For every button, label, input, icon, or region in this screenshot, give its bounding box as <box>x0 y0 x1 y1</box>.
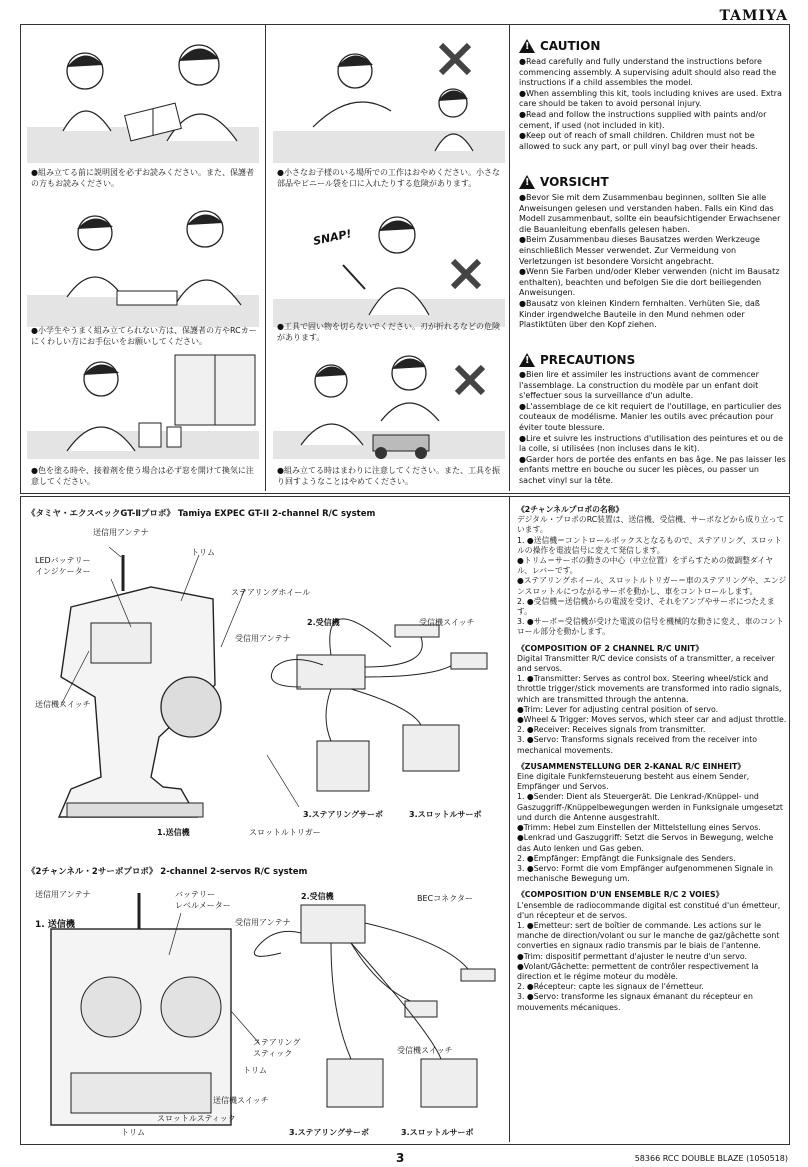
divider <box>265 25 266 491</box>
fr-item: ●Trim: dispositif permettant d'ajuster le neutre d'un servo. <box>517 951 747 961</box>
label-throttle-stick: スロットルスティック <box>157 1114 236 1123</box>
jp-item: ●トリム＝サーボの動きの中心（中立位置）をずらすための微調整ダイヤル、レバーです。 <box>517 556 774 576</box>
caution-title: CAUTION <box>540 39 601 53</box>
label-throttle-servo-2: 3.スロットルサーボ <box>401 1128 474 1137</box>
caution-text <box>519 57 787 152</box>
jp-item: ●ステアリングホイール、スロットルトリガー＝車のステアリングや、エンジンスロットルにつながるサーボを動かし、車をコントロールします。 <box>517 576 787 596</box>
precautions-item: ●Lire et suivre les instructions d'utilisation des peintures et ou de la colle, si utilisées (non incluses dans le kit). <box>519 433 784 454</box>
label-trim-3: トリム <box>121 1128 145 1137</box>
label-receiver-2: 2.受信機 <box>301 892 334 901</box>
en-title: 《COMPOSITION OF 2 CHANNEL R/C UNIT》 <box>517 643 704 653</box>
label-transmitter: 1.送信機 <box>157 828 190 837</box>
fr-item: ●Volant/Gâchette: permettent de contrôler respectivement la direction et le régime moteur du modèle. <box>517 961 759 981</box>
de-title: 《ZUSAMMENSTELLUNG DER 2-KANAL R/C EINHEIT》 <box>517 761 746 771</box>
safety-caption-6: ●組み立てる時はまわりに注意してください。また、工具を振り回すようなことはやめてください。 <box>277 466 500 486</box>
jp-title: 《2チャンネルプロポの名称》 <box>517 505 624 514</box>
reading-instructions-illustration <box>27 31 259 165</box>
heading-expec-jp: 《タミヤ・エクスペックGT-Ⅱプロポ》 <box>27 509 175 519</box>
caution-item: ●Read carefully and fully understand the instructions before commencing assembly. A supervising adult should also read the instructions if a child assembles the model. <box>519 57 777 88</box>
en-item: 3. ●Servo: Transforms signals received from the receiver into mechanical movements. <box>517 735 758 755</box>
jp-item: 1. ●送信機＝コントロールボックスとなるもので、ステアリング、スロットルの操作を電波信号に変えて発信します。 <box>517 535 782 555</box>
fr-item: 3. ●Servo: transforme les signaux émanant du récepteur en mouvements mécaniques. <box>517 992 753 1012</box>
fr-item: 2. ●Récepteur: capte les signaux de l'émetteur. <box>517 982 704 992</box>
heading-2servo <box>27 865 307 877</box>
fr-title: 《COMPOSITION D'UN ENSEMBLE R/C 2 VOIES》 <box>517 890 724 900</box>
label-battery-meter: バッテリー レベルメーター <box>175 890 231 910</box>
small-children-illustration <box>273 31 505 165</box>
de-item: 1. ●Sender: Dient als Steuergerät. Die Lenkrad-/Knüppel- und Gaszuggriff-/Knüppelbewegungen werden in Funksignale umgesetzt und durch die Antenne ausgestrahlt. <box>517 792 783 822</box>
jp-item: 2. ●受信機＝送信機からの電波を受け、それをアンプやサーボにつたえます。 <box>517 596 775 617</box>
safety-caption-5: ●色を塗る時や、接着剤を使う場合は必ず窓を開けて換気に注意してください。 <box>31 466 254 486</box>
ventilation-illustration <box>27 351 259 461</box>
precautions-item: ●L'assemblage de ce kit requiert de l'outillage, en particulier des couteaux de modélisme. Manier les outils avec précaution pour éviter toute blessure. <box>519 401 782 432</box>
swinging-tools-illustration <box>273 341 505 461</box>
vorsicht-heading <box>519 175 609 189</box>
safety-caption-2: ●小さなお子様のいる場所での工作はおやめください。小さな部品やビニール袋を口に入れたりする危険があります。 <box>277 168 500 188</box>
precautions-heading <box>519 353 635 367</box>
caution-item: ●When assembling this kit, tools including knives are used. Extra care should be taken to avoid personal injury. <box>519 88 782 109</box>
label-rx-switch-2: 受信機スイッチ <box>397 1046 453 1055</box>
label-tx-switch-2: 送信機スイッチ <box>213 1096 269 1105</box>
expec-system-diagram <box>31 527 505 845</box>
heading-2servo-en: 2-channel 2-servos R/C system <box>160 867 308 877</box>
jp-item: 3. ●サーボ＝受信機が受けた電波の信号を機械的な動きに変え、車のコントロール部分を動かします。 <box>517 617 784 637</box>
label-steering-stick: ステアリング スティック <box>253 1038 301 1058</box>
caution-item: ●Read and follow the instructions supplied with paints and/or cement, if used (not included in kit). <box>519 109 767 130</box>
caution-item: ●Keep out of reach of small children. Children must not be allowed to suck any part, or pull vinyl bag over their heads. <box>519 131 758 151</box>
heading-2servo-jp: 《2チャンネル・2サーボプロポ》 <box>27 867 158 877</box>
label-receiver: 2.受信機 <box>307 618 340 627</box>
vorsicht-text <box>519 193 787 331</box>
vorsicht-item: ●Bausatz von kleinen Kindern fernhalten. Verhüten Sie, daß Kinder irgendwelche Bauteile in den Mund nehmen oder Plastiktüten über den Kopf ziehen. <box>519 298 760 330</box>
precautions-item: ●Garder hors de portée des enfants en bas âge. Ne pas laisser les enfants mettre en bouche ou sucer les pièces, ou passer un sachet vinyl sur la tête. <box>519 454 786 485</box>
vorsicht-title: VORSICHT <box>540 175 609 189</box>
safety-caption-4: ●工具で固い物を切らないでください。刃が折れるなどの危険があります。 <box>277 322 500 342</box>
heading-expec <box>27 507 375 519</box>
precautions-item: ●Bien lire et assimiler les instructions avant de commencer l'assemblage. La construction du modèle par un enfant doit s'effectuer sous la surveillance d'un adulte. <box>519 370 759 401</box>
composition-text <box>517 505 787 1013</box>
jp-intro: デジタル・プロポのRC装置は、送信機、受信機、サーボなどから成り立っています。 <box>517 515 785 535</box>
label-led-indicator: LEDバッテリー インジケーター <box>35 556 91 576</box>
de-item: 2. ●Empfänger: Empfängt die Funksignale des Senders. <box>517 853 736 863</box>
kit-code: 58366 RCC DOUBLE BLAZE (1050518) <box>634 1154 788 1163</box>
en-item: ●Trim: Lever for adjusting central position of servo. <box>517 704 719 714</box>
fr-intro: L'ensemble de radiocommande digital est constitué d'un émetteur, d'un récepteur et de servos. <box>517 900 781 920</box>
label-trim-2: トリム <box>243 1066 267 1075</box>
label-steering-wheel: ステアリングホイール <box>231 588 311 597</box>
de-item: ●Trimm: Hebel zum Einstellen der Mittelstellung eines Servos. <box>517 823 761 833</box>
label-bec-connector: BECコネクター <box>417 894 473 903</box>
en-item: ●Wheel & Trigger: Moves servos, which steer car and adjust throttle. <box>517 715 787 725</box>
warning-icon <box>519 39 535 53</box>
label-trim: トリム <box>191 548 215 557</box>
de-item: 3. ●Servo: Formt die vom Empfänger aufgenommenen Signale in mechanische Bewegung um. <box>517 863 773 884</box>
label-tx-antenna: 送信用アンテナ <box>93 528 149 537</box>
en-item: 2. ●Receiver: Receives signals from transmitter. <box>517 725 706 735</box>
de-item: ●Lenkrad und Gaszuggriff: Setzt die Servos in Bewegung, welche das Auto lenken und Gas geben. <box>517 833 774 853</box>
precautions-title: PRECAUTIONS <box>540 353 636 367</box>
en-item: 1. ●Transmitter: Serves as control box. Steering wheel/stick and throttle trigger/stick movements are transformed into radio signals, which are transmitted through the antenna. <box>517 674 782 704</box>
fr-item: 1. ●Emetteur: sert de boîtier de commande. Les actions sur le manche de direction/volant ou sur le manche de gaz/gâchette sont converties en signaux radio transmis par le biais de l'antenne. <box>517 920 780 951</box>
label-steering-servo-2: 3.ステアリングサーボ <box>289 1128 369 1137</box>
label-rx-switch: 受信機スイッチ <box>419 618 475 627</box>
brand-logo: TAMIYA <box>719 8 788 24</box>
cutting-tools-illustration <box>273 205 505 329</box>
page-number: 3 <box>396 1151 405 1165</box>
safety-caption-1: ●組み立てる前に説明図を必ずお読みください。また、保護者の方もお読みください。 <box>31 168 254 188</box>
snap-sound-text: SNAP! <box>312 227 353 248</box>
label-steering-servo: 3.ステアリングサーボ <box>303 810 383 819</box>
label-transmitter-2: 1. 送信機 <box>35 920 75 930</box>
warning-icon <box>519 353 535 367</box>
divider <box>509 497 510 1142</box>
divider <box>509 25 510 491</box>
label-throttle-trigger: スロットルトリガー <box>249 828 321 837</box>
heading-expec-en: Tamiya EXPEC GT-II 2-channel R/C system <box>177 509 376 519</box>
safety-caption-3: ●小学生やうまく組み立てられない方は、保護者の方やRCカーにくわしい方にお手伝いをお願いしてください。 <box>31 326 257 346</box>
helper-illustration <box>27 205 259 329</box>
caution-heading <box>519 39 600 53</box>
label-rx-antenna-2: 受信用アンテナ <box>235 918 291 927</box>
label-throttle-servo: 3.スロットルサーボ <box>409 810 482 819</box>
label-tx-switch: 送信機スイッチ <box>35 700 91 709</box>
de-intro: Eine digitale Funkfernsteuerung besteht aus einem Sender, Empfänger und Servos. <box>517 772 750 792</box>
vorsicht-item: ●Bevor Sie mit dem Zusammenbau beginnen, sollten Sie alle Anweisungen gelesen und verstanden haben. Falls ein Kind das Modell zusammenbaut, sollte ein beaufsichtigender Erwachsener die Bauanleitung ebenfalls gelesen haben. <box>519 193 781 234</box>
precautions-text <box>519 370 787 487</box>
rc-system-panel <box>20 496 790 1145</box>
vorsicht-item: ●Wenn Sie Farben und/oder Kleber verwenden (nicht im Bausatz enthalten), beachten und befolgen Sie die dort beiliegenden Anweisungen. <box>519 267 780 298</box>
safety-panel <box>20 24 790 494</box>
vorsicht-item: ●Beim Zusammenbau dieses Bausatzes werden Werkzeuge einschließlich Messer verwendet. Zur Vermeidung von Verletzungen ist besondere Vorsicht angebracht. <box>519 235 760 266</box>
en-intro: Digital Transmitter R/C device consists of a transmitter, a receiver and servos. <box>517 653 775 674</box>
warning-icon <box>519 175 535 189</box>
label-rx-antenna: 受信用アンテナ <box>235 634 291 643</box>
label-tx-antenna-2: 送信用アンテナ <box>35 890 91 899</box>
